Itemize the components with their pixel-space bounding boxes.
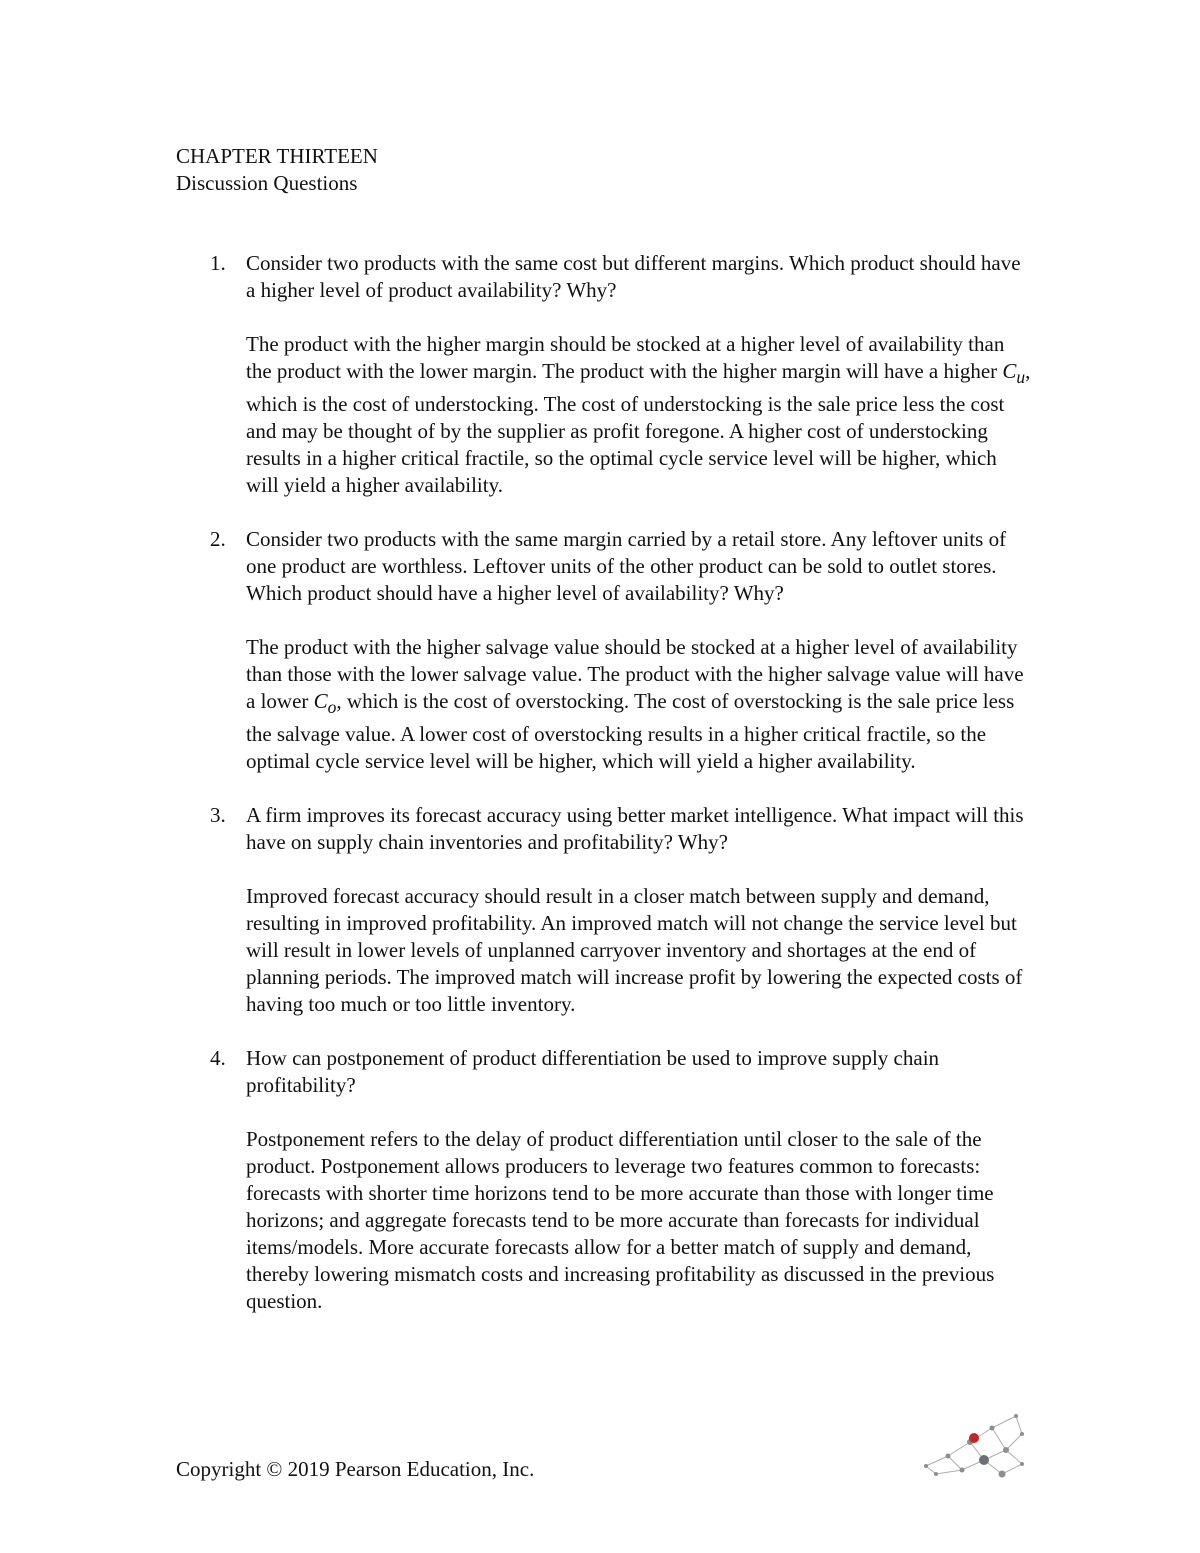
question-item bbox=[0, 526, 1200, 775]
answer-text bbox=[246, 634, 1031, 775]
cost-symbol: $C_o$ bbox=[313, 689, 337, 718]
answer-text-part: The product with the higher margin should be stocked at a higher level of availability than the product with the lower margin. The product with the higher margin will have a higher bbox=[246, 332, 1005, 383]
chapter-subtitle: Discussion Questions bbox=[176, 171, 358, 195]
answer-text-part: , which is the cost of understocking. The cost of understocking is the sale price less the cost and may be thought of by the supplier as profit foregone. A higher cost of understocking results in a higher critical fractile, so the optimal cycle service level will be higher, which will yield a higher availability. bbox=[246, 359, 1031, 498]
question-body bbox=[246, 526, 1031, 775]
question-number: 2. bbox=[210, 527, 226, 552]
answer-text bbox=[246, 331, 1031, 499]
question-item bbox=[0, 1045, 1200, 1315]
question-text: How can postponement of product differentiation be used to improve supply chain profitability? bbox=[246, 1046, 940, 1098]
cost-subscript: u bbox=[1016, 367, 1026, 388]
discussion-questions-list bbox=[0, 250, 1200, 1342]
cost-symbol: $C_u$ bbox=[1002, 359, 1026, 388]
question-text: Consider two products with the same margin carried by a retail store. Any leftover units of one product are worthless. Leftover units of the other product can be sold to outlet stores. Which product should have a higher level of availability? Why? bbox=[246, 527, 1007, 606]
cost-subscript: o bbox=[327, 697, 337, 718]
question-body bbox=[246, 250, 1031, 499]
question-number: 3. bbox=[210, 803, 226, 828]
question-text: A firm improves its forecast accuracy using better market intelligence. What impact will this have on supply chain inventories and profitability? Why? bbox=[246, 803, 1024, 855]
question-body bbox=[246, 802, 1031, 1018]
copyright-footer: Copyright © 2019 Pearson Education, Inc. bbox=[176, 1457, 535, 1481]
question-number: 1. bbox=[210, 251, 226, 275]
network-globe-icon bbox=[918, 1408, 1026, 1480]
chapter-title: CHAPTER THIRTEEN bbox=[176, 144, 378, 168]
question-body bbox=[246, 1045, 1031, 1315]
answer-text: Postponement refers to the delay of product differentiation until closer to the sale of the product. Postponement allows producers to leverage two features common to forecasts: forecasts with shorter time horizons tend to be more accurate than those with longer time horizons; and aggregate forecasts tend to be more accurate than forecasts for individual items/models. More accurate forecasts allow for a better match of supply and demand, thereby lowering mismatch costs and increasing profitability as discussed in the previous question. bbox=[246, 1127, 995, 1314]
question-text: Consider two products with the same cost but different margins. Which product should have a higher level of product availability? Why? bbox=[246, 251, 1021, 302]
question-number: 4. bbox=[210, 1046, 226, 1071]
question-item bbox=[0, 802, 1200, 1018]
answer-text-part: , which is the cost of overstocking. The cost of overstocking is the sale price less the salvage value. A lower cost of overstocking results in a higher critical fractile, so the optimal cycle service level will be higher, which will yield a higher availability. bbox=[246, 689, 1015, 774]
answer-text-part: The product with the higher salvage value should be stocked at a higher level of availability than those with the lower salvage value. The product with the higher salvage value will have a lower bbox=[246, 635, 1024, 714]
question-item bbox=[0, 250, 1200, 499]
chapter-header bbox=[176, 143, 378, 197]
answer-text: Improved forecast accuracy should result in a closer match between supply and demand, resulting in improved profitability. An improved match will not change the service level but will result in lower levels of unplanned carryover inventory and shortages at the end of planning periods. The improved match will increase profit by lowering the expected costs of having too much or too little inventory. bbox=[246, 884, 1023, 1017]
